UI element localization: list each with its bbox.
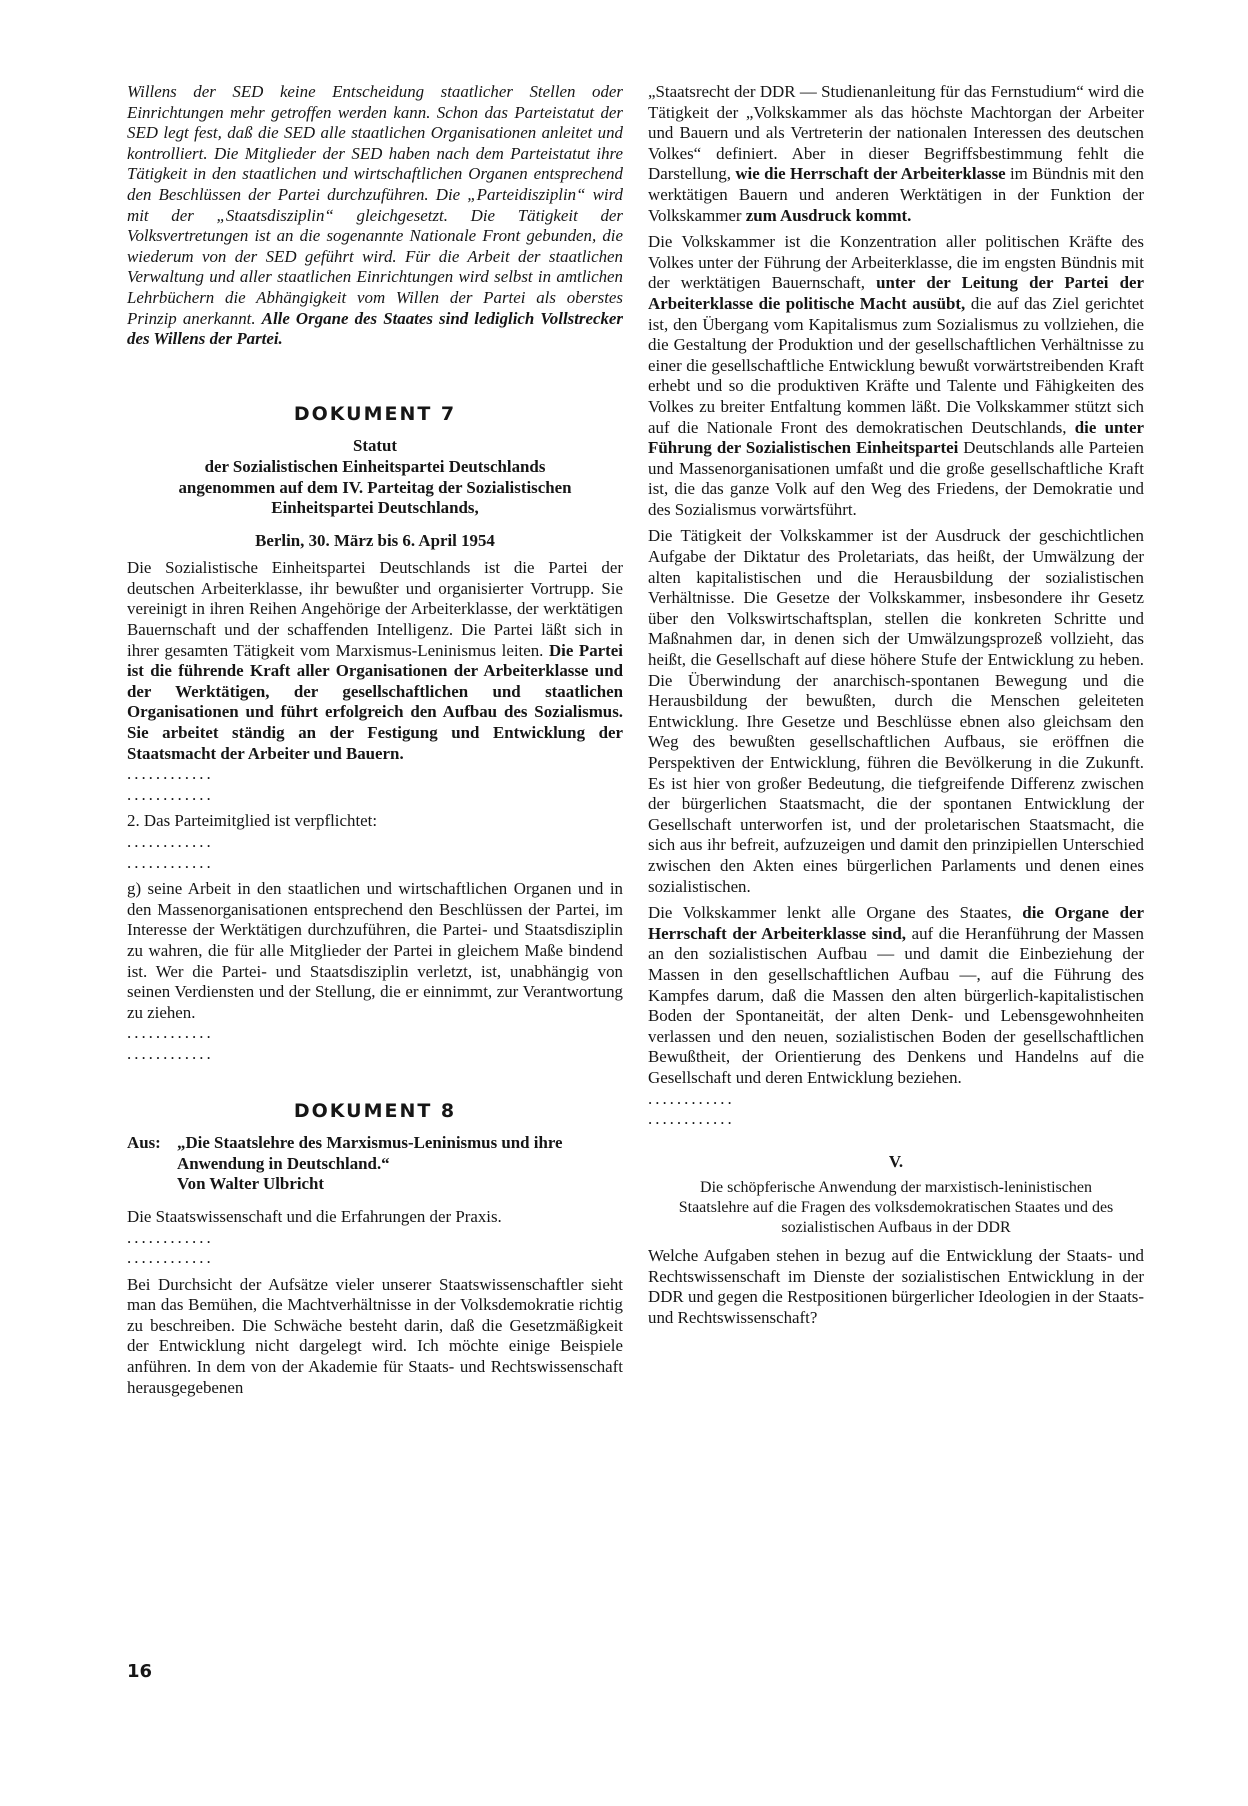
emphasized-text: unter der Leitung der Partei der Arbeiterklasse die politische Macht ausübt,	[648, 273, 1144, 313]
ulbricht-paragraph: Bei Durchsicht der Aufsätze vieler unserer Staatswissenschaftler sieht man das Bemühen, die Machtverhältnisse in der Volksdemokratie richtig zu beschreiben. Die Schwäche besteht darin, daß die Gesetzmäßigkeit der Entwicklung nicht dargelegt wird. Ich möchte einige Beispiele anführen. In dem von der Akademie für Staats- und Rechtswissenschaft herausgegebenen	[127, 1274, 623, 1397]
emphasized-text: zum Ausdruck kommt.	[745, 205, 912, 225]
statute-title-line-3: angenommen auf dem IV. Parteitag der Sozialistischen	[178, 477, 572, 497]
ellipsis: ............	[127, 1023, 214, 1043]
text-segment: „Staatsrecht der DDR — Studienanleitung für das Fernstudium“ wird die Tätigkeit der „Volkskammer als das höchste Machtorgan der Arbeiter und Bauern und als Vertreterin der nationalen Interessen des deutschen Volkes“ definiert. Aber in dieser Begriffsbestimmung fehlt die Darstellung,	[648, 82, 1144, 184]
section-numeral: V.	[888, 1151, 904, 1171]
volkskammer-paragraph-3	[648, 526, 1144, 897]
text-segment: Die Tätigkeit der Volkskammer ist der Ausdruck der geschichtlichen Aufgabe der Diktatur des Proletariats, das heißt, der Umwälzung der alten kapitalistischen und die Herausbildung der sozialistischen Verhältnisse. Die Gesetze der Volkskammer, insbesondere ihr Gesetz über den Volkswirtschaftsplan, stellen die konkreten Schritte und Maßnahmen dar, in denen sich der Umwälzungsprozeß vollzieht, das heißt, die Gesellschaft auf diese höhere Stufe der Entwicklung zu heben. Die Überwindung der anarchisch-spontanen Bewegung und die Herausbildung der bewußten, durch die Menschen geleiteten Entwicklung. Ihre Gesetze und Beschlüsse ebnen also gleichsam den Weg des bewußten gesellschaftlichen Aufbaus, sie eröffnen die Perspektiven der Entwicklung, führen die Bevölkerung in die Zukunft. Es ist hier von großer Bedeutung, die tiefgreifende Differenz zwischen der bürgerlichen Staatsmacht, die der spontanen Entwicklung der Gesellschaft unterworfen ist, und der proletarischen Staatsmacht, die sich aus ihr befreit, aufzuzeigen und damit den prinzipiellen Unterschied zwischen den Akten eines bürgerlichen Parlaments und denen eines sozialistischen.	[648, 526, 1144, 896]
emphasized-text: wie die Herrschaft der Arbeiterklasse	[735, 164, 1006, 184]
ellipsis: ............	[127, 1043, 214, 1063]
volkskammer-paragraph-1	[648, 82, 1144, 226]
statute-paragraph-1	[127, 558, 623, 764]
ellipsis: ............	[127, 764, 214, 784]
volkskammer-paragraph-2	[648, 232, 1144, 520]
ellipsis: ............	[648, 1109, 735, 1129]
text-segment: Die Volkskammer ist die Konzentration aller politischen Kräfte des Volkes unter der Führung der Arbeiterklasse, die im engsten Bündnis mit der werktätigen Bauernschaft,	[648, 232, 1144, 293]
intro-paragraph	[127, 82, 623, 350]
text-segment: im Bündnis mit den werktätigen Bauern und anderen Werktätigen in der Funktion der Volkskammer	[648, 164, 1144, 225]
statute-title: Statut	[352, 436, 398, 456]
statute-paragraph-3	[127, 879, 623, 1023]
statute-title-line-2: der Sozialistischen Einheitspartei Deutschlands	[204, 456, 546, 476]
text-segment: Willens der SED keine Entscheidung staatlicher Stellen oder Einrichtungen mehr getroffen werden kann. Schon das Parteistatut der SED legt fest, daß die SED alle staatlichen Organisationen anleitet und kontrolliert. Die Mitglieder der SED haben nach dem Parteistatut ihre Tätigkeit in den staatlichen und wirtschaftlichen Organen entsprechend den Beschlüssen der Partei durchzuführen. Die „Parteidisziplin“ wird mit der „Staatsdisziplin“ gleichgesetzt. Die Tätigkeit der Volksvertretungen ist an die sogenannte Nationale Front gebunden, die wiederum von der SED geführt wird. Für die Arbeit der staatlichen Verwaltung und aller staatlichen Einrichtungen wird selbst in amtlichen Lehrbüchern die Abhängigkeit vom Willen der Partei als oberstes Prinzip anerkannt.	[127, 82, 623, 328]
ellipsis: ............	[127, 1248, 214, 1268]
ellipsis: ............	[127, 852, 214, 872]
text-segment: g) seine Arbeit in den staatlichen und wirtschaftlichen Organen und in den Massenorganisationen entsprechend den Beschlüssen der Partei, im Interesse der Werktätigen durchzuführen, die Partei- und Staatsdisziplin zu wahren, die für alle Mitglieder der Partei in gleichem Maße bindend ist. Wer die Partei- und Staatsdisziplin verletzt, ist, unabhängig von seinen Verdiensten und der Stellung, die er einnimmt, zur Verantwortung zu ziehen.	[127, 879, 623, 1022]
text-segment: die auf das Ziel gerichtet ist, den Übergang vom Kapitalismus zum Sozialismus zu vollziehen, die die Gestaltung der Produktion und der gesellschaftlichen Verhältnisse zu einer die gesellschaftliche Entwicklung bewußt vorwärtstreibenden Kraft erhebt und so die produktiven Kräfte und Talente und Fähigkeiten des Volkes zu breiter Entfaltung kommen läßt. Die Volkskammer stützt sich auf die Nationale Front des demokratischen Deutschlands,	[648, 293, 1144, 437]
statute-place-date: Berlin, 30. März bis 6. April 1954	[255, 530, 495, 550]
source-label: Aus:	[127, 1133, 161, 1153]
source-author: Von Walter Ulbricht	[177, 1174, 325, 1194]
left-column	[127, 82, 623, 1398]
source-title: „Die Staatslehre des Marxismus-Leninismus und ihre Anwendung in Deutschland.“ Von Walter Ulbricht	[177, 1133, 563, 1194]
text-segment: auf die Heranführung der Massen an den sozialistischen Aufbau — und damit die Einbeziehung der Massen in den gesellschaftlichen Aufbau —, auf die Führung des Kampfes darum, daß die Massen den alten bürgerlich-kapitalistischen Boden der Spontaneität, der alten Denk- und Lebensgewohnheiten verlassen und den neuen, sozialistischen Boden der gesellschaftlichen Bewußtheit, der Orientierung des Denkens und Handelns auf die Gesellschaft und deren Entwicklung beziehen.	[648, 923, 1144, 1087]
closing-question: Welche Aufgaben stehen in bezug auf die Entwicklung der Staats- und Rechtswissenschaft im Dienste der sozialistischen Entwicklung in der DDR und gegen die Restpositionen bürgerlicher Ideologien in der Staats- und Rechtswissenschaft?	[648, 1246, 1144, 1328]
ellipsis: ............	[127, 832, 214, 851]
text-segment: Die Sozialistische Einheitspartei Deutschlands ist die Partei der deutschen Arbeiterklasse, ihr bewußter und organisierter Vortrupp. Sie vereinigt in ihren Reihen Angehörige der Arbeiterklasse, der werktätigen Bauernschaft und der schaffenden Intelligenz. Die Partei läßt sich in ihrer gesamten Tätigkeit vom Marxismus-Leninismus leiten.	[127, 558, 623, 660]
text-segment: Deutschlands alle Parteien und Massenorganisationen umfaßt und die große gesellschaftliche Kraft ist, die das ganze Volk auf den Weg des Friedens, der Demokratie und des Sozialismus vorwärtsführt.	[648, 438, 1144, 519]
ellipsis: ............	[648, 1088, 735, 1108]
section-subtitle: Die Staatswissenschaft und die Erfahrungen der Praxis.	[127, 1206, 502, 1226]
volkskammer-paragraph-4	[648, 903, 1144, 1088]
statute-title-line-4: Einheitspartei Deutschlands,	[271, 498, 479, 518]
ellipsis: ............	[127, 1227, 214, 1247]
document-8-heading: DOKUMENT 8	[293, 1099, 457, 1122]
page-number: 16	[127, 1661, 153, 1682]
section-title: Die schöpferische Anwendung der marxistisch-leninistischen Staatslehre auf die Fragen des volksdemokratischen Staates und des sozialistischen Aufbaus in der DDR	[678, 1179, 1114, 1237]
statute-paragraph-2: 2. Das Parteimitglied ist verpflichtet:	[127, 811, 378, 831]
text-segment: Die Volkskammer lenkt alle Organe des Staates,	[648, 903, 1023, 923]
emphasized-text: die unter Führung der Sozialistischen Einheitspartei	[648, 417, 1144, 458]
emphasized-text: die Organe der Herrschaft der Arbeiterklasse sind,	[648, 903, 1144, 943]
emphasized-text: Alle Organe des Staates sind lediglich Vollstrecker des Willens der Partei.	[127, 308, 623, 349]
right-column	[648, 82, 1144, 1329]
emphasized-text: Die Partei ist die führende Kraft aller Organisationen der Arbeiterklasse und der Werktätigen, der gesellschaftlichen und staatlichen Organisationen und führt erfolgreich den Aufbau des Sozialismus. Sie arbeitet ständig an der Festigung und Entwicklung der Staatsmacht der Arbeiter und Bauern.	[127, 640, 623, 763]
document-7-heading: DOKUMENT 7	[293, 402, 457, 425]
ellipsis: ............	[127, 784, 214, 804]
source-reference	[127, 1133, 623, 1195]
